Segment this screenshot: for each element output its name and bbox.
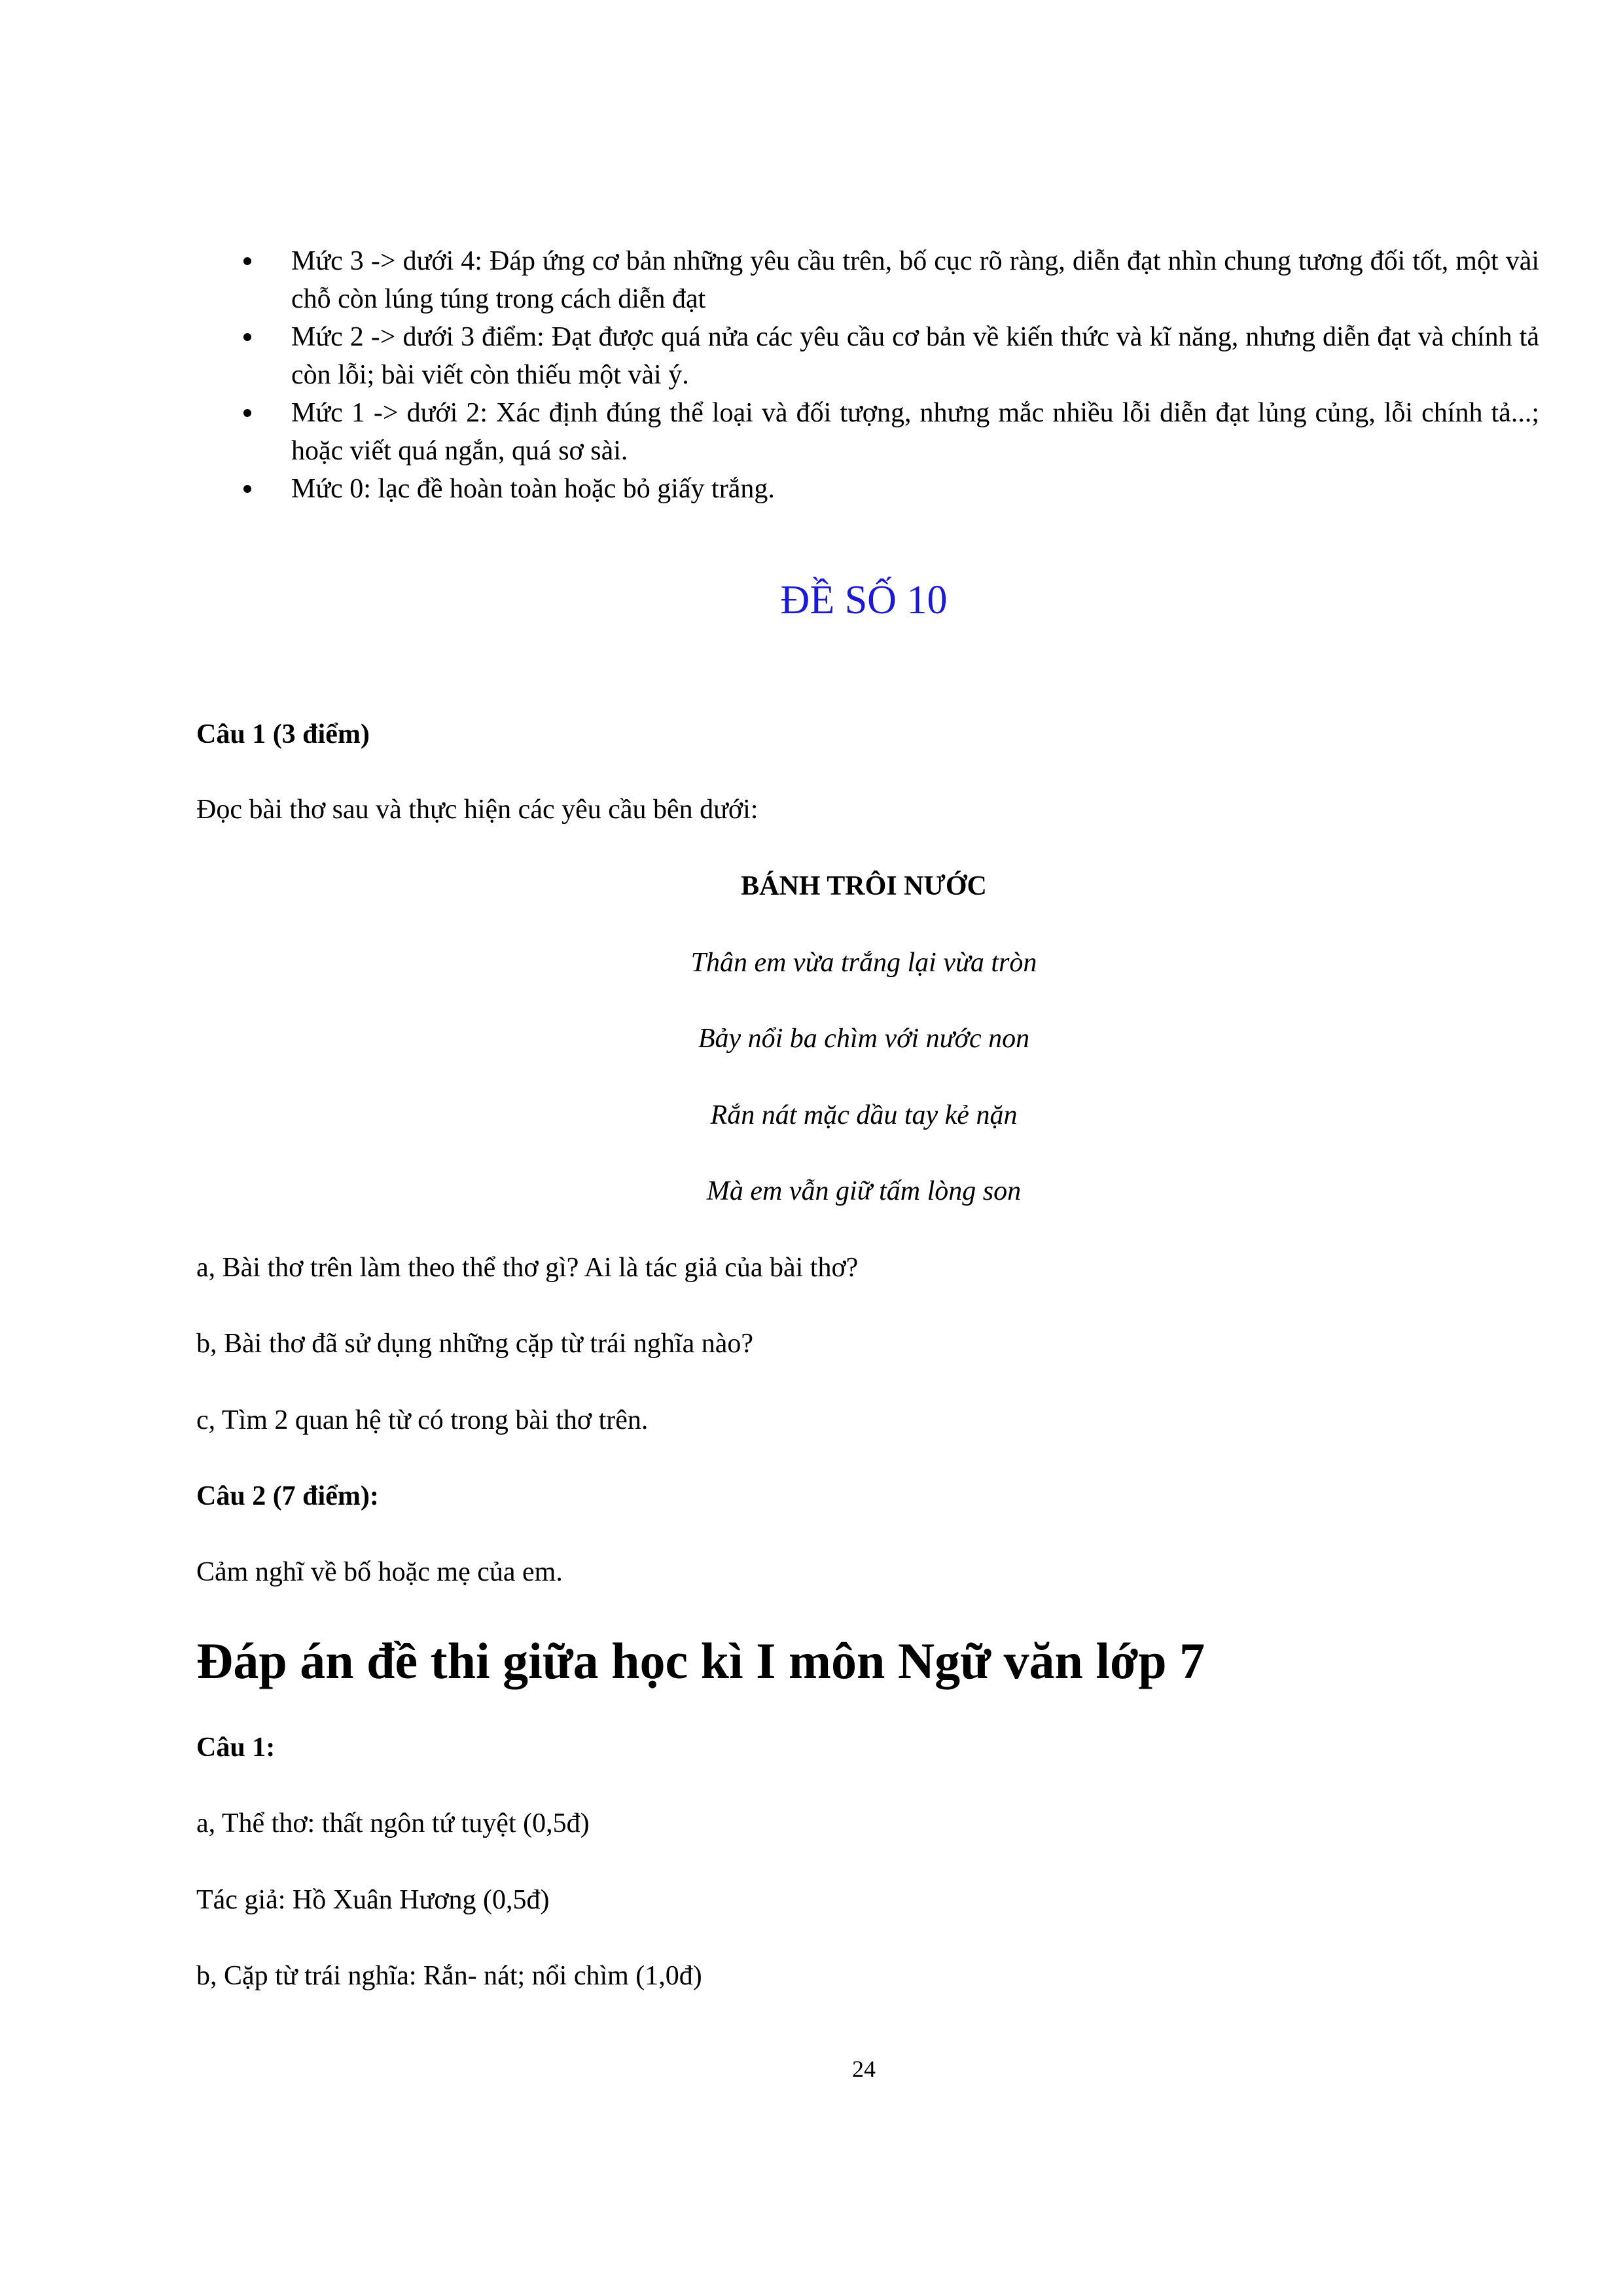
criteria-item bbox=[243, 242, 1539, 318]
question1-part-a: a, Bài thơ trên làm theo thể thơ gì? Ai là tác giả của bài thơ? bbox=[196, 1253, 859, 1283]
page-number: 24 bbox=[852, 2056, 876, 2082]
question1-part-c: c, Tìm 2 quan hệ từ có trong bài thơ trên. bbox=[196, 1405, 649, 1435]
criteria-item bbox=[243, 470, 1539, 508]
grading-criteria-list bbox=[243, 242, 1539, 508]
criteria-text: Mức 3 -> dưới 4: Đáp ứng cơ bản những yêu cầu trên, bố cục rõ ràng, diễn đạt nhìn chung tương đối tốt, một vài chỗ còn lúng túng trong cách diễn đạt bbox=[291, 246, 1539, 314]
question1-instruction: Đọc bài thơ sau và thực hiện các yêu cầu bên dưới: bbox=[196, 795, 758, 825]
answer-line: a, Thể thơ: thất ngôn tứ tuyệt (0,5đ) bbox=[196, 1808, 590, 1839]
question2-prompt: Cảm nghĩ về bố hoặc mẹ của em. bbox=[196, 1557, 563, 1587]
question1-part-b: b, Bài thơ đã sử dụng những cặp từ trái nghĩa nào? bbox=[196, 1329, 753, 1359]
criteria-item bbox=[243, 394, 1539, 470]
answer-line: b, Cặp từ trái nghĩa: Rắn- nát; nổi chìm (1,0đ) bbox=[196, 1961, 702, 1991]
answer-line: Tác giả: Hồ Xuân Hương (0,5đ) bbox=[196, 1885, 550, 1915]
answer-key-heading: Đáp án đề thi giữa học kì I môn Ngữ văn lớp 7 bbox=[196, 1632, 1205, 1689]
bullet-icon bbox=[243, 257, 251, 265]
poem-line: Mà em vẫn giữ tấm lòng son bbox=[706, 1176, 1022, 1206]
poem-line: Rắn nát mặc dầu tay kẻ nặn bbox=[710, 1100, 1018, 1130]
question1-heading: Câu 1 (3 điểm) bbox=[196, 719, 370, 749]
poem-line: Bảy nổi ba chìm với nước non bbox=[698, 1024, 1030, 1054]
bullet-icon bbox=[243, 485, 251, 493]
poem-title: BÁNH TRÔI NƯỚC bbox=[741, 871, 987, 901]
criteria-text: Mức 2 -> dưới 3 điểm: Đạt được quá nửa các yêu cầu cơ bản về kiến thức và kĩ năng, nhưng diễn đạt và chính tả còn lỗi; bài viết còn thiếu một vài ý. bbox=[291, 322, 1539, 390]
bullet-icon bbox=[243, 409, 251, 417]
exam-title: ĐỀ SỐ 10 bbox=[780, 578, 948, 622]
poem-line: Thân em vừa trắng lại vừa tròn bbox=[690, 948, 1037, 978]
answer-q1-heading: Câu 1: bbox=[196, 1732, 276, 1763]
criteria-text: Mức 0: lạc đề hoàn toàn hoặc bỏ giấy trắng. bbox=[291, 474, 775, 504]
criteria-text: Mức 1 -> dưới 2: Xác định đúng thể loại và đối tượng, nhưng mắc nhiều lỗi diễn đạt lủng củng, lỗi chính tả...; hoặc viết quá ngắn, quá sơ sài. bbox=[291, 398, 1539, 466]
criteria-item bbox=[243, 318, 1539, 394]
question2-heading: Câu 2 (7 điểm): bbox=[196, 1481, 379, 1511]
bullet-icon bbox=[243, 333, 251, 341]
